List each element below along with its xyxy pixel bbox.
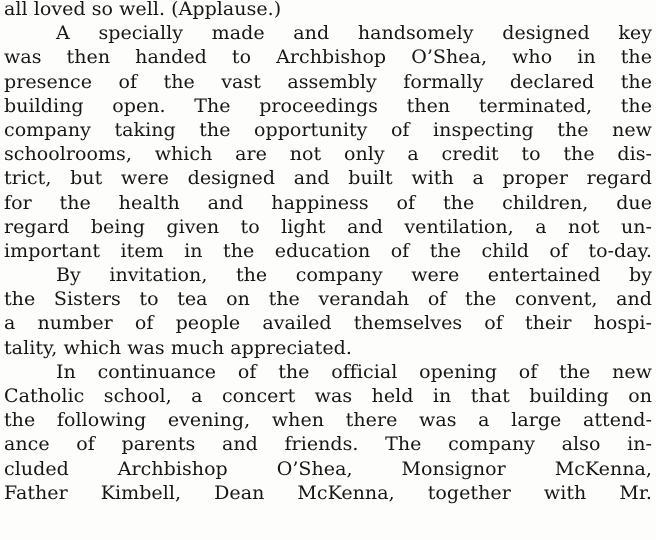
text-line-13: the Sisters to tea on the verandah of the convent, and <box>4 288 652 311</box>
text-line-18: the following evening, when there was a large attend- <box>4 409 652 432</box>
text-line-7: schoolrooms, which are not only a credit to the dis- <box>4 143 652 166</box>
text-line-12: By invitation, the company were entertained by <box>56 264 652 287</box>
text-line-11: important item in the education of the child of to-day. <box>4 239 652 262</box>
text-line-10: regard being given to light and ventilation, a not un- <box>4 215 652 238</box>
text-line-19: ance of parents and friends. The company also in- <box>4 433 652 456</box>
text-line-6: company taking the opportunity of inspecting the new <box>4 118 652 141</box>
text-line-15: tality, which was much appreciated. <box>4 336 352 359</box>
text-line-16: In continuance of the official opening of the new <box>56 360 652 383</box>
article-column <box>4 0 652 505</box>
text-line-20: cluded Archbishop O’Shea, Monsignor McKenna, <box>4 457 652 480</box>
text-line-8: trict, but were designed and built with a proper regard <box>4 167 652 190</box>
text-line-17: Catholic school, a concert was held in that building on <box>4 385 652 407</box>
text-line-1: all loved so well. (Applause.) <box>4 0 282 20</box>
text-line-14: a number of people availed themselves of their hospi- <box>4 312 652 335</box>
text-line-4: presence of the vast assembly formally declared the <box>4 70 652 93</box>
text-line-2: A specially made and handsomely designed key <box>56 22 652 45</box>
text-line-21: Father Kimbell, Dean McKenna, together with Mr. <box>4 481 652 504</box>
text-line-3: was then handed to Archbishop O’Shea, who in the <box>4 46 652 69</box>
text-line-5: building open. The proceedings then terminated, the <box>4 94 652 117</box>
text-line-9: for the health and happiness of the children, due <box>4 191 652 214</box>
